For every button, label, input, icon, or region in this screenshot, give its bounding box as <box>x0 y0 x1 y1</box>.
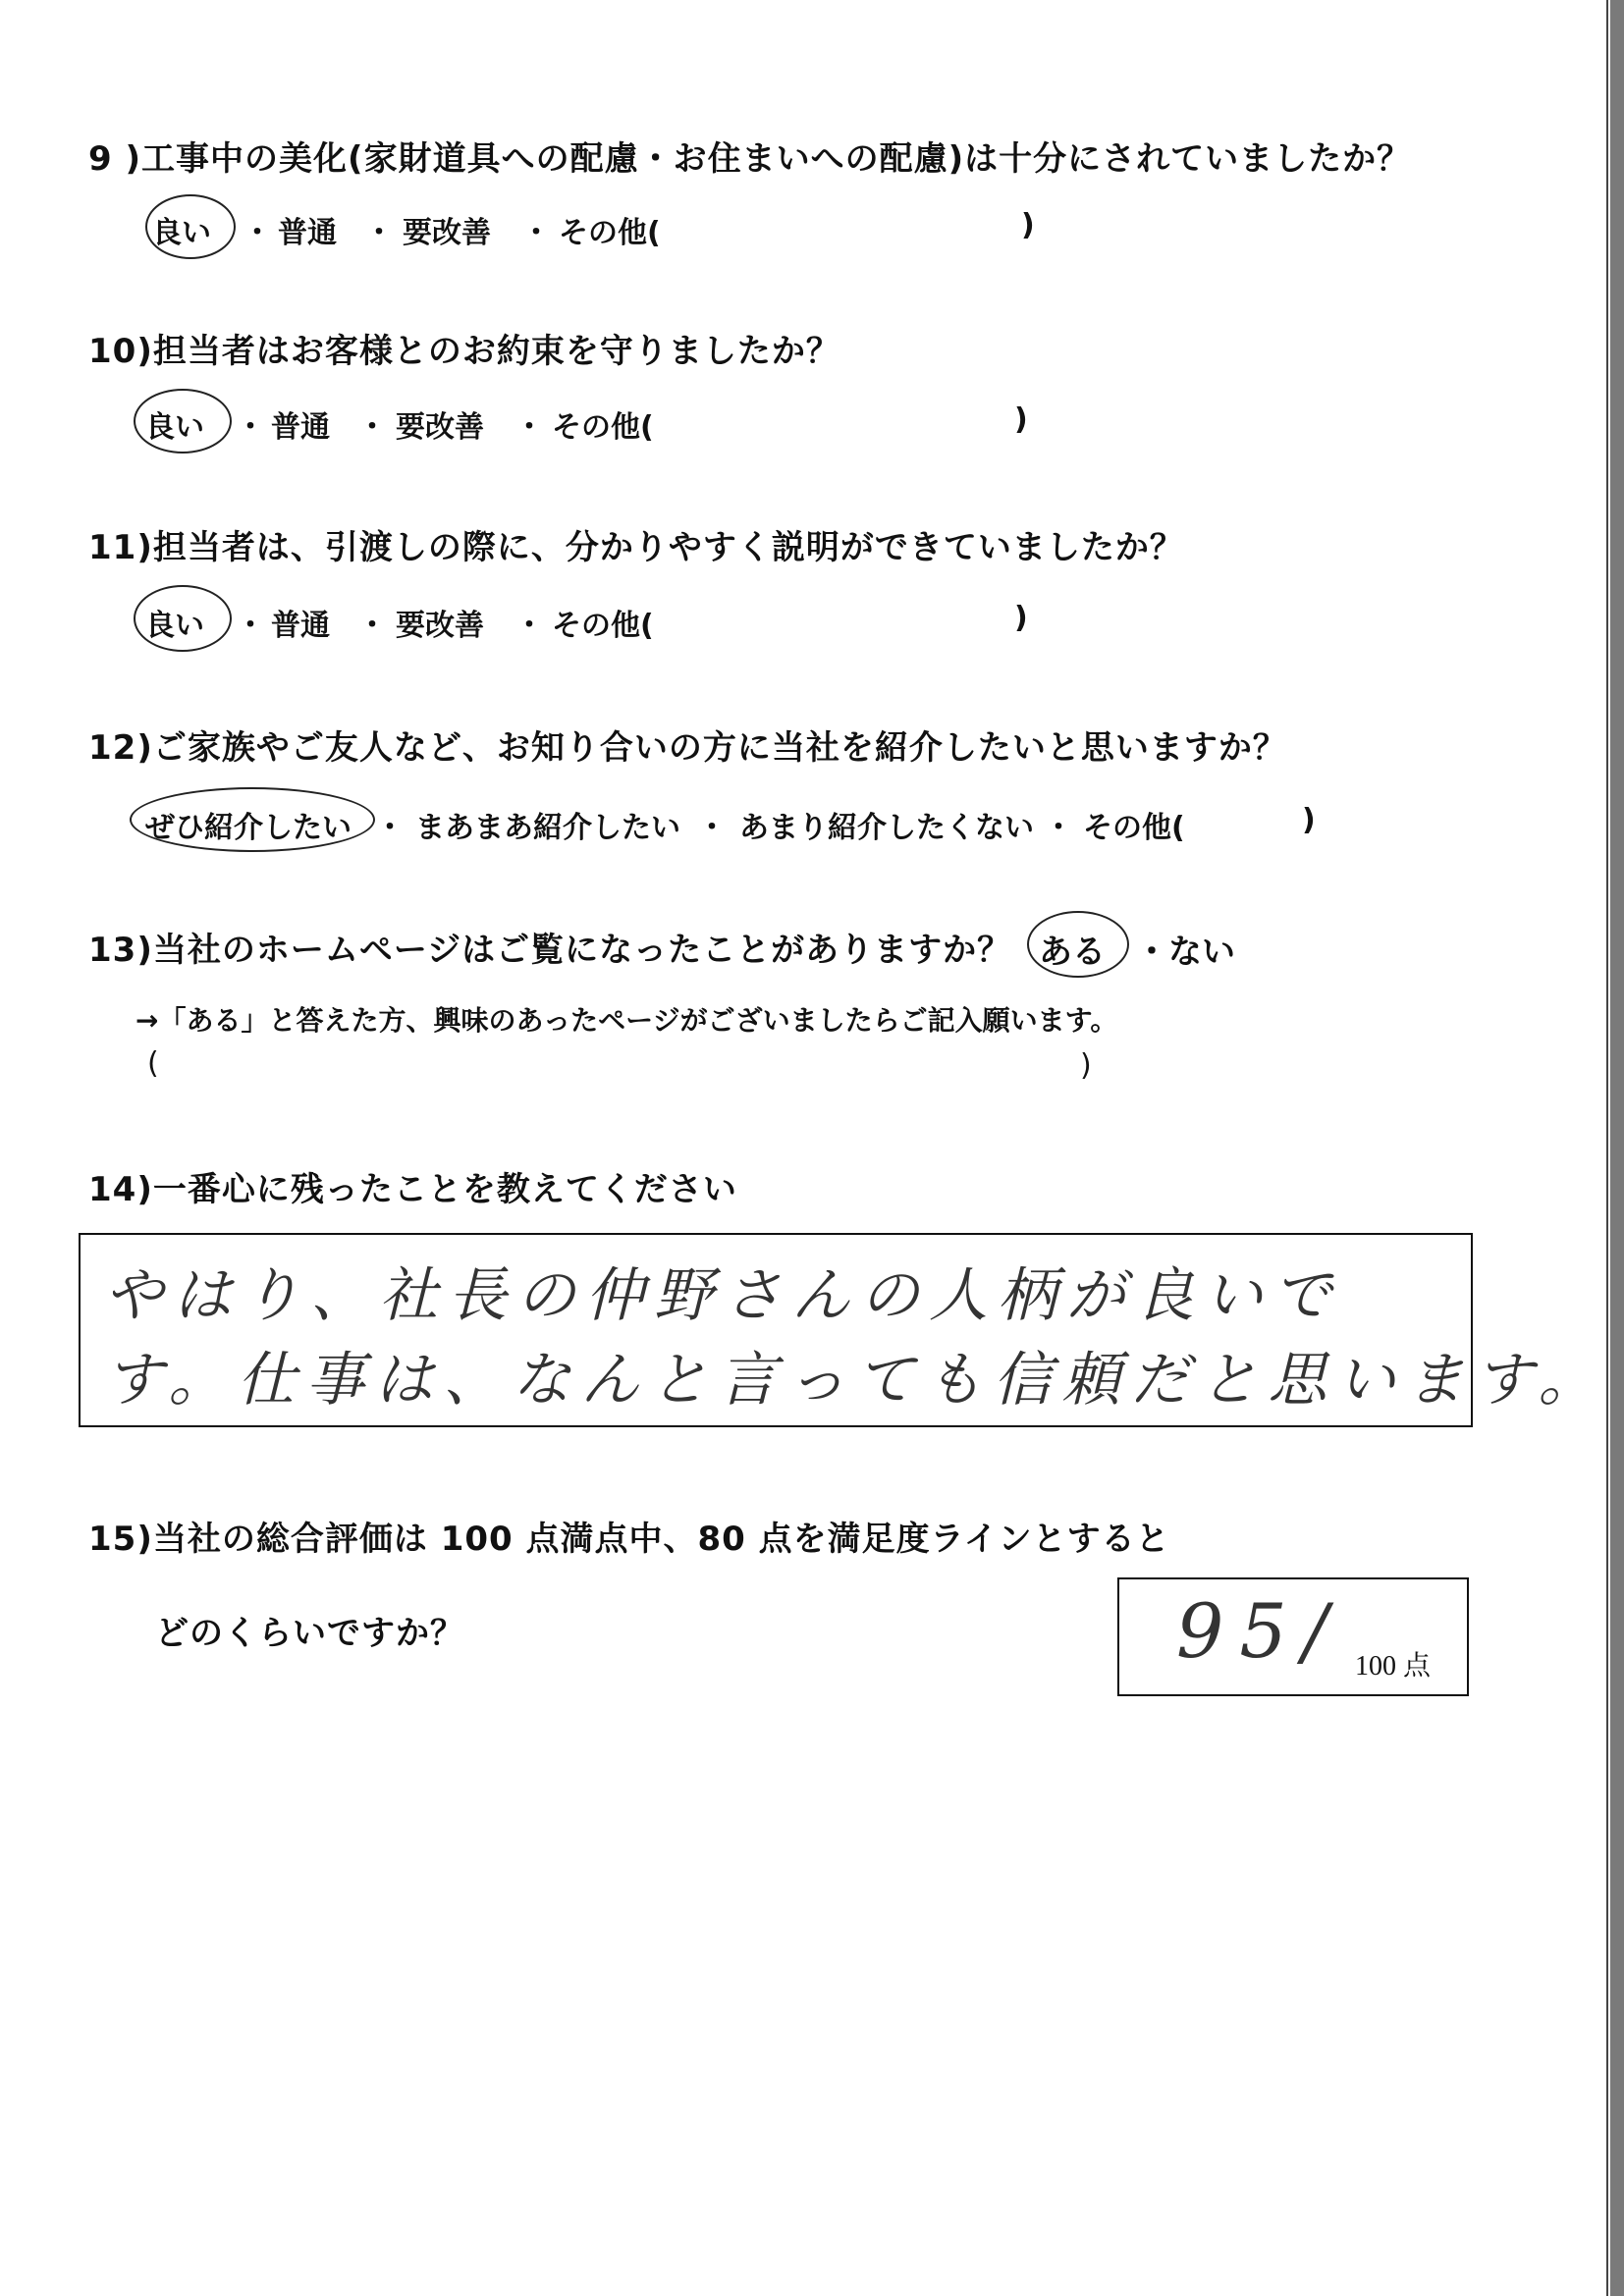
paren-close: ) <box>1021 208 1035 242</box>
paren-close: ) <box>1302 803 1316 837</box>
question-11: 11)担当者は、引渡しの際に、分かりやすく説明ができていましたか？ <box>88 528 1184 567</box>
option-needs-improvement[interactable]: 要改善 <box>403 216 491 250</box>
option-needs-improvement[interactable]: 要改善 <box>396 410 484 445</box>
separator: ・ <box>364 216 394 250</box>
option-normal[interactable]: 普通 <box>271 609 330 643</box>
paren-open: ( <box>147 1046 159 1081</box>
separator: ・ <box>357 410 387 445</box>
separator: ・ <box>236 410 265 445</box>
option-normal[interactable]: 普通 <box>278 216 337 250</box>
paren-close: ) <box>1014 601 1028 635</box>
question-12: 12)ご家族やご友人など、お知り合いの方に当社を紹介したいと思いますか？ <box>88 728 1287 768</box>
option-good[interactable]: 良い <box>145 410 204 445</box>
option-other[interactable]: その他( <box>559 216 661 250</box>
option-good[interactable]: 良い <box>145 609 204 643</box>
paren-close: ) <box>1080 1048 1092 1083</box>
separator: ・ <box>1135 933 1168 972</box>
separator: ・ <box>514 410 544 445</box>
option-yes[interactable]: ある <box>1039 933 1106 972</box>
question-15-line-2: どのくらいですか？ <box>155 1614 464 1653</box>
selection-circle <box>130 787 375 852</box>
option-normal[interactable]: 普通 <box>271 410 330 445</box>
separator: ・ <box>236 609 265 643</box>
option-somewhat-recommend[interactable]: まあまあ紹介したい <box>415 811 680 845</box>
separator: ・ <box>357 609 387 643</box>
free-text-answer-box[interactable] <box>79 1233 1607 1427</box>
selection-circle <box>1027 911 1129 978</box>
paren-close: ) <box>1014 402 1028 437</box>
score-box[interactable] <box>1117 1577 1469 1696</box>
question-10: 10)担当者はお客様とのお約束を守りましたか？ <box>88 332 840 371</box>
question-13: 13)当社のホームページはご覧になったことがありますか？ <box>88 931 1012 970</box>
separator: ・ <box>375 811 405 845</box>
handwritten-score: 95/ <box>1176 1587 1344 1675</box>
separator: ・ <box>1044 811 1073 845</box>
question-15: 15)当社の総合評価は 100 点満点中、80 点を満足度ラインとすると <box>88 1520 1170 1559</box>
option-other[interactable]: その他( <box>552 410 654 445</box>
option-good[interactable]: 良い <box>152 216 211 250</box>
option-definitely-recommend[interactable]: ぜひ紹介したい <box>145 811 352 845</box>
selection-circle <box>134 585 232 652</box>
page-edge <box>1610 0 1624 2296</box>
separator: ・ <box>243 216 272 250</box>
question-14: 14)一番心に残ったことを教えてください <box>88 1170 737 1209</box>
option-other[interactable]: その他( <box>552 609 654 643</box>
option-no[interactable]: ない <box>1168 933 1235 972</box>
option-not-really-recommend[interactable]: あまり紹介したくない <box>739 811 1034 845</box>
followup-instruction: →「ある」と答えた方、興味のあったページがございましたらご記入願います。 <box>135 1004 1118 1037</box>
handwritten-line-2: す。仕事は、なんと言っても信頼だと思います。 <box>104 1346 1607 1415</box>
option-other[interactable]: その他( <box>1083 811 1185 845</box>
score-max: 100 点 <box>1355 1651 1432 1682</box>
handwritten-line-1: やはり、社長の仲野さんの人柄が良いで <box>104 1261 1341 1330</box>
selection-circle <box>145 194 236 259</box>
question-9: 9 )工事中の美化(家財道具への配慮・お住まいへの配慮)は十分にされていましたか？ <box>88 139 1412 179</box>
option-needs-improvement[interactable]: 要改善 <box>396 609 484 643</box>
separator: ・ <box>521 216 551 250</box>
selection-circle <box>134 389 232 454</box>
separator: ・ <box>514 609 544 643</box>
page-edge-line <box>1606 0 1608 2296</box>
separator: ・ <box>697 811 727 845</box>
